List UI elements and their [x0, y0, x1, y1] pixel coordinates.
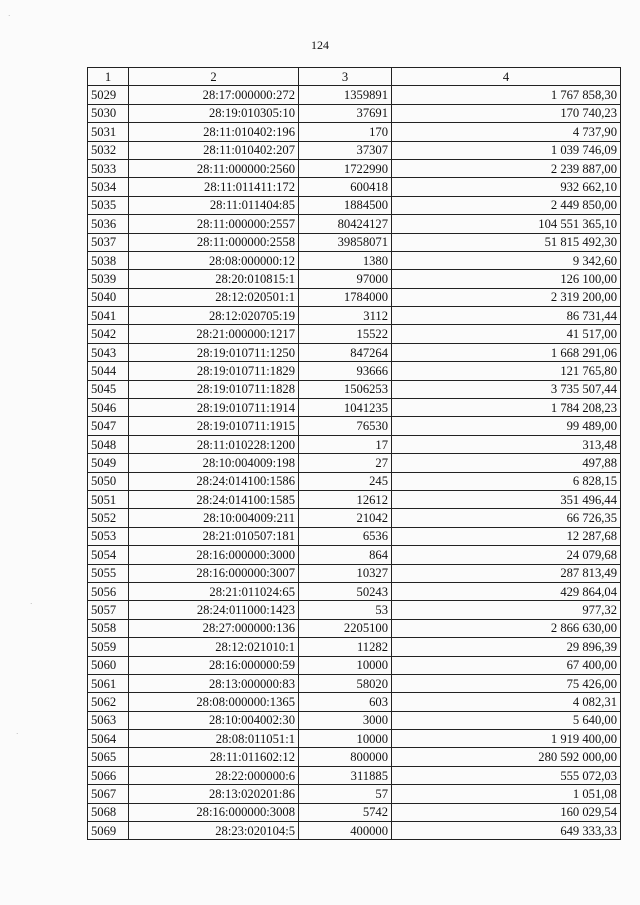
area-cell: 245 — [299, 472, 392, 490]
cadastral-number-cell: 28:19:010711:1915 — [129, 417, 299, 435]
value-cell: 121 765,80 — [392, 362, 621, 380]
table-row — [88, 288, 621, 306]
table-row — [88, 693, 621, 711]
row-index-cell: 5062 — [88, 693, 129, 711]
table-row — [88, 399, 621, 417]
table-row — [88, 748, 621, 766]
cadastral-number-cell: 28:16:000000:3007 — [129, 564, 299, 582]
area-cell: 93666 — [299, 362, 392, 380]
value-cell: 1 919 400,00 — [392, 730, 621, 748]
table-row — [88, 601, 621, 619]
area-cell: 37691 — [299, 104, 392, 122]
row-index-cell: 5056 — [88, 582, 129, 600]
row-index-cell: 5032 — [88, 141, 129, 159]
table-row — [88, 527, 621, 545]
cadastral-number-cell: 28:11:000000:2558 — [129, 233, 299, 251]
area-cell: 58020 — [299, 674, 392, 692]
value-cell: 977,32 — [392, 601, 621, 619]
row-index-cell: 5037 — [88, 233, 129, 251]
table-row — [88, 766, 621, 784]
area-cell: 21042 — [299, 509, 392, 527]
table-row — [88, 674, 621, 692]
table-row — [88, 656, 621, 674]
area-cell: 12612 — [299, 490, 392, 508]
row-index-cell: 5030 — [88, 104, 129, 122]
cadastral-number-cell: 28:08:000000:12 — [129, 251, 299, 269]
value-cell: 497,88 — [392, 454, 621, 472]
value-cell: 649 333,33 — [392, 822, 621, 840]
cadastral-number-cell: 28:08:000000:1365 — [129, 693, 299, 711]
table-row — [88, 509, 621, 527]
row-index-cell: 5048 — [88, 435, 129, 453]
area-cell: 6536 — [299, 527, 392, 545]
cadastral-number-cell: 28:22:000000:6 — [129, 766, 299, 784]
row-index-cell: 5057 — [88, 601, 129, 619]
area-cell: 1722990 — [299, 159, 392, 177]
cadastral-number-cell: 28:21:011024:65 — [129, 582, 299, 600]
table-row — [88, 472, 621, 490]
area-cell: 1784000 — [299, 288, 392, 306]
value-cell: 126 100,00 — [392, 270, 621, 288]
table-row — [88, 141, 621, 159]
area-cell: 2205100 — [299, 619, 392, 637]
area-cell: 847264 — [299, 343, 392, 361]
cadastral-number-cell: 28:11:010228:1200 — [129, 435, 299, 453]
area-cell: 50243 — [299, 582, 392, 600]
area-cell: 3000 — [299, 711, 392, 729]
value-cell: 24 079,68 — [392, 546, 621, 564]
value-cell: 351 496,44 — [392, 490, 621, 508]
value-cell: 41 517,00 — [392, 325, 621, 343]
value-cell: 86 731,44 — [392, 307, 621, 325]
value-cell: 555 072,03 — [392, 766, 621, 784]
value-cell: 429 864,04 — [392, 582, 621, 600]
value-cell: 932 662,10 — [392, 178, 621, 196]
table-row — [88, 417, 621, 435]
row-index-cell: 5052 — [88, 509, 129, 527]
table-row — [88, 362, 621, 380]
area-cell: 97000 — [299, 270, 392, 288]
cadastral-number-cell: 28:12:020705:19 — [129, 307, 299, 325]
column-header-1: 1 — [88, 68, 129, 86]
area-cell: 170 — [299, 123, 392, 141]
area-cell: 400000 — [299, 822, 392, 840]
cadastral-number-cell: 28:12:020501:1 — [129, 288, 299, 306]
table-row — [88, 380, 621, 398]
table-row — [88, 490, 621, 508]
cadastral-number-cell: 28:11:000000:2557 — [129, 215, 299, 233]
row-index-cell: 5041 — [88, 307, 129, 325]
cadastral-number-cell: 28:10:004002:30 — [129, 711, 299, 729]
cadastral-number-cell: 28:20:010815:1 — [129, 270, 299, 288]
table-body — [88, 86, 621, 840]
row-index-cell: 5029 — [88, 86, 129, 104]
row-index-cell: 5031 — [88, 123, 129, 141]
column-header-3: 3 — [299, 68, 392, 86]
cadastral-number-cell: 28:11:010402:196 — [129, 123, 299, 141]
cadastral-number-cell: 28:23:020104:5 — [129, 822, 299, 840]
row-index-cell: 5040 — [88, 288, 129, 306]
data-table — [87, 67, 621, 840]
cadastral-number-cell: 28:11:000000:2560 — [129, 159, 299, 177]
value-cell: 160 029,54 — [392, 803, 621, 821]
row-index-cell: 5069 — [88, 822, 129, 840]
row-index-cell: 5044 — [88, 362, 129, 380]
area-cell: 17 — [299, 435, 392, 453]
table-row — [88, 343, 621, 361]
table-row — [88, 619, 621, 637]
value-cell: 99 489,00 — [392, 417, 621, 435]
row-index-cell: 5043 — [88, 343, 129, 361]
area-cell: 76530 — [299, 417, 392, 435]
table-row — [88, 251, 621, 269]
row-index-cell: 5064 — [88, 730, 129, 748]
area-cell: 10000 — [299, 656, 392, 674]
value-cell: 4 737,90 — [392, 123, 621, 141]
cadastral-number-cell: 28:11:010402:207 — [129, 141, 299, 159]
area-cell: 57 — [299, 785, 392, 803]
cadastral-number-cell: 28:19:010711:1829 — [129, 362, 299, 380]
cadastral-number-cell: 28:10:004009:198 — [129, 454, 299, 472]
value-cell: 313,48 — [392, 435, 621, 453]
scan-speck: · — [8, 12, 11, 20]
value-cell: 1 039 746,09 — [392, 141, 621, 159]
area-cell: 5742 — [299, 803, 392, 821]
cadastral-number-cell: 28:16:000000:3008 — [129, 803, 299, 821]
area-cell: 10327 — [299, 564, 392, 582]
value-cell: 12 287,68 — [392, 527, 621, 545]
cadastral-number-cell: 28:11:011404:85 — [129, 196, 299, 214]
table-header — [88, 68, 621, 86]
value-cell: 287 813,49 — [392, 564, 621, 582]
value-cell: 9 342,60 — [392, 251, 621, 269]
scan-speck: · — [30, 600, 33, 608]
table-row — [88, 196, 621, 214]
row-index-cell: 5035 — [88, 196, 129, 214]
cadastral-number-cell: 28:11:011411:172 — [129, 178, 299, 196]
row-index-cell: 5054 — [88, 546, 129, 564]
row-index-cell: 5036 — [88, 215, 129, 233]
area-cell: 600418 — [299, 178, 392, 196]
table-row — [88, 638, 621, 656]
row-index-cell: 5045 — [88, 380, 129, 398]
value-cell: 104 551 365,10 — [392, 215, 621, 233]
row-index-cell: 5068 — [88, 803, 129, 821]
row-index-cell: 5055 — [88, 564, 129, 582]
table-row — [88, 307, 621, 325]
row-index-cell: 5058 — [88, 619, 129, 637]
row-index-cell: 5034 — [88, 178, 129, 196]
table-row — [88, 546, 621, 564]
row-index-cell: 5067 — [88, 785, 129, 803]
table-row — [88, 215, 621, 233]
table-row — [88, 86, 621, 104]
value-cell: 170 740,23 — [392, 104, 621, 122]
value-cell: 4 082,31 — [392, 693, 621, 711]
row-index-cell: 5042 — [88, 325, 129, 343]
area-cell: 39858071 — [299, 233, 392, 251]
table-row — [88, 803, 621, 821]
cadastral-number-cell: 28:21:010507:181 — [129, 527, 299, 545]
area-cell: 15522 — [299, 325, 392, 343]
cadastral-number-cell: 28:17:000000:272 — [129, 86, 299, 104]
page-number: 124 — [311, 38, 329, 52]
table-row — [88, 270, 621, 288]
row-index-cell: 5049 — [88, 454, 129, 472]
cadastral-number-cell: 28:19:010711:1250 — [129, 343, 299, 361]
table-row — [88, 435, 621, 453]
value-cell: 51 815 492,30 — [392, 233, 621, 251]
table-row — [88, 822, 621, 840]
cadastral-number-cell: 28:10:004009:211 — [129, 509, 299, 527]
table-row — [88, 785, 621, 803]
area-cell: 1359891 — [299, 86, 392, 104]
cadastral-number-cell: 28:16:000000:59 — [129, 656, 299, 674]
value-cell: 280 592 000,00 — [392, 748, 621, 766]
value-cell: 2 866 630,00 — [392, 619, 621, 637]
cadastral-number-cell: 28:08:011051:1 — [129, 730, 299, 748]
area-cell: 603 — [299, 693, 392, 711]
table-row — [88, 564, 621, 582]
cadastral-number-cell: 28:16:000000:3000 — [129, 546, 299, 564]
value-cell: 2 239 887,00 — [392, 159, 621, 177]
row-index-cell: 5046 — [88, 399, 129, 417]
area-cell: 1884500 — [299, 196, 392, 214]
scan-speck: · — [16, 730, 19, 738]
value-cell: 66 726,35 — [392, 509, 621, 527]
area-cell: 53 — [299, 601, 392, 619]
value-cell: 3 735 507,44 — [392, 380, 621, 398]
cadastral-number-cell: 28:21:000000:1217 — [129, 325, 299, 343]
row-index-cell: 5060 — [88, 656, 129, 674]
cadastral-number-cell: 28:27:000000:136 — [129, 619, 299, 637]
row-index-cell: 5053 — [88, 527, 129, 545]
area-cell: 3112 — [299, 307, 392, 325]
value-cell: 29 896,39 — [392, 638, 621, 656]
value-cell: 1 767 858,30 — [392, 86, 621, 104]
area-cell: 864 — [299, 546, 392, 564]
table-row — [88, 711, 621, 729]
value-cell: 2 449 850,00 — [392, 196, 621, 214]
cadastral-number-cell: 28:24:014100:1586 — [129, 472, 299, 490]
row-index-cell: 5051 — [88, 490, 129, 508]
area-cell: 1506253 — [299, 380, 392, 398]
row-index-cell: 5063 — [88, 711, 129, 729]
column-header-4: 4 — [392, 68, 621, 86]
column-header-2: 2 — [129, 68, 299, 86]
row-index-cell: 5039 — [88, 270, 129, 288]
cadastral-number-cell: 28:13:000000:83 — [129, 674, 299, 692]
header-row — [88, 68, 621, 86]
cadastral-number-cell: 28:24:014100:1585 — [129, 490, 299, 508]
value-cell: 1 668 291,06 — [392, 343, 621, 361]
cadastral-number-cell: 28:11:011602:12 — [129, 748, 299, 766]
value-cell: 1 051,08 — [392, 785, 621, 803]
area-cell: 10000 — [299, 730, 392, 748]
row-index-cell: 5059 — [88, 638, 129, 656]
value-cell: 1 784 208,23 — [392, 399, 621, 417]
table-row — [88, 454, 621, 472]
cadastral-number-cell: 28:12:021010:1 — [129, 638, 299, 656]
area-cell: 11282 — [299, 638, 392, 656]
area-cell: 37307 — [299, 141, 392, 159]
table-row — [88, 582, 621, 600]
value-cell: 5 640,00 — [392, 711, 621, 729]
row-index-cell: 5033 — [88, 159, 129, 177]
area-cell: 311885 — [299, 766, 392, 784]
table-row — [88, 325, 621, 343]
table-row — [88, 104, 621, 122]
table-row — [88, 178, 621, 196]
area-cell: 27 — [299, 454, 392, 472]
cadastral-number-cell: 28:19:010305:10 — [129, 104, 299, 122]
cadastral-number-cell: 28:24:011000:1423 — [129, 601, 299, 619]
table-row — [88, 159, 621, 177]
value-cell: 75 426,00 — [392, 674, 621, 692]
value-cell: 2 319 200,00 — [392, 288, 621, 306]
row-index-cell: 5065 — [88, 748, 129, 766]
row-index-cell: 5038 — [88, 251, 129, 269]
cadastral-number-cell: 28:13:020201:86 — [129, 785, 299, 803]
table-row — [88, 233, 621, 251]
table-row — [88, 730, 621, 748]
value-cell: 6 828,15 — [392, 472, 621, 490]
value-cell: 67 400,00 — [392, 656, 621, 674]
cadastral-number-cell: 28:19:010711:1828 — [129, 380, 299, 398]
row-index-cell: 5050 — [88, 472, 129, 490]
area-cell: 1380 — [299, 251, 392, 269]
row-index-cell: 5047 — [88, 417, 129, 435]
area-cell: 80424127 — [299, 215, 392, 233]
row-index-cell: 5066 — [88, 766, 129, 784]
cadastral-number-cell: 28:19:010711:1914 — [129, 399, 299, 417]
table-row — [88, 123, 621, 141]
area-cell: 1041235 — [299, 399, 392, 417]
row-index-cell: 5061 — [88, 674, 129, 692]
area-cell: 800000 — [299, 748, 392, 766]
